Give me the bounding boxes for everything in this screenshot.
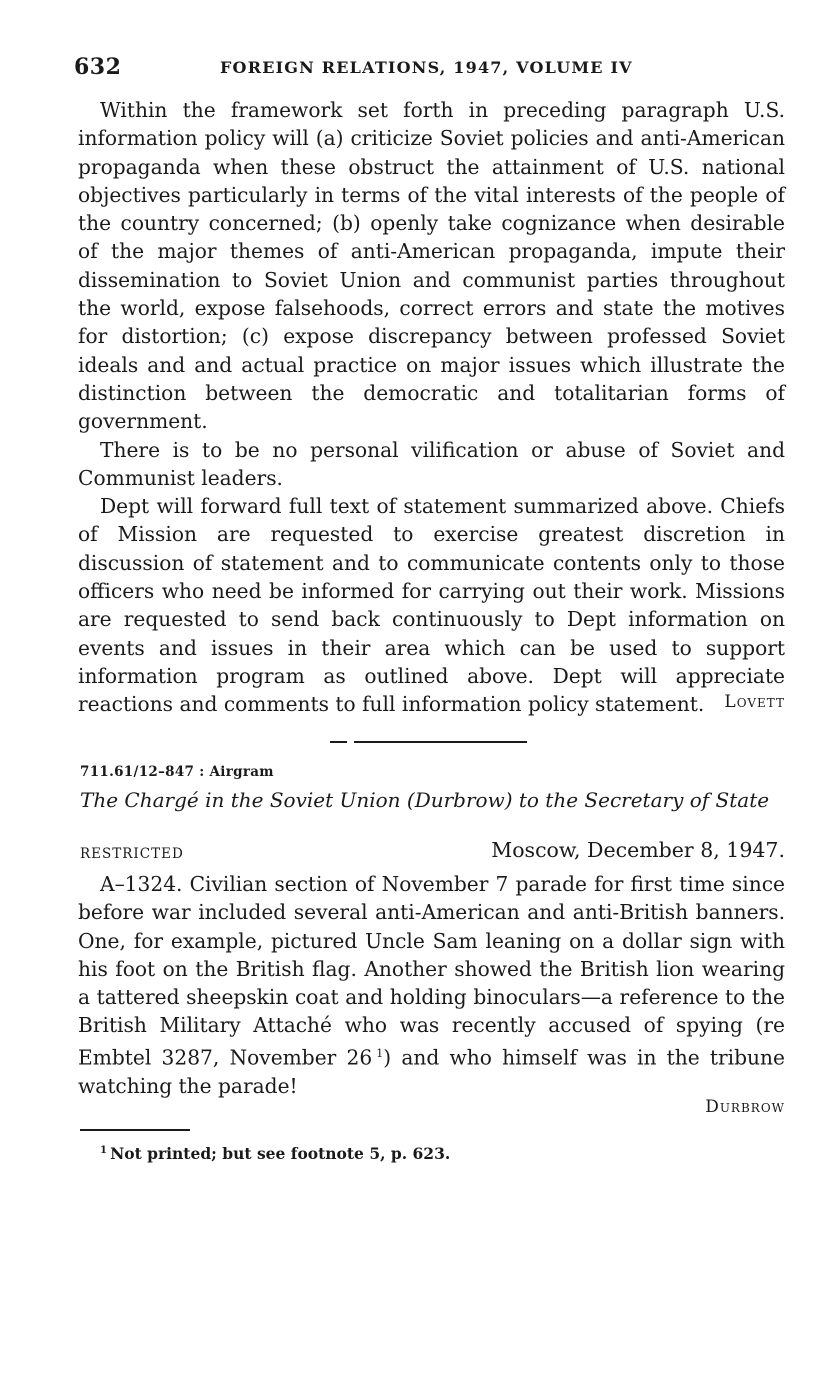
paragraph [78,870,785,1100]
signature-lovett: Lovett [724,692,785,712]
dateline: Moscow, December 8, 1947. [491,838,785,862]
telegram-body [78,96,785,719]
page-header [74,54,786,84]
section-divider-short [330,741,347,743]
airgram-body [78,870,785,1100]
footnote-marker: 1 [100,1144,107,1156]
paragraph: Within the framework set forth in preceding paragraph U.S. information policy will (a) criticize Soviet policies and anti-American propaganda when these obstruct the attainment of U.S. national objectives particularly in terms of the vital interests of the people of the country concerned; (b) openly take cognizance when desirable of the major themes of anti-American propaganda, impute their dissemination to Soviet Union and communist parties throughout the world, expose falsehoods, correct errors and state the motives for distortion; (c) expose discrepancy between professed Soviet ideals and and actual practice on major issues which illustrate the distinction between the democratic and totalitarian forms of government. [78,98,785,434]
footnote-rule [80,1129,190,1131]
paragraph-text-after-ref: ) and who himself was in the tribune watching the parade! [78,1045,786,1098]
file-number: 711.61/12–847 : Airgram [80,764,274,780]
document-title: The Chargé in the Soviet Union (Durbrow) to the Secretary of State [80,788,770,812]
footnote-text: Not printed; but see footnote 5, p. 623. [110,1144,451,1163]
running-head: FOREIGN RELATIONS, 1947, VOLUME IV [220,58,633,77]
footnote-reference: 1 [376,1046,384,1060]
footnote [100,1144,450,1163]
classification-label: RESTRICTED [80,846,184,862]
section-divider-long [354,741,527,743]
page-number: 632 [74,54,122,80]
signature-durbrow: Durbrow [705,1097,785,1117]
paragraph: Dept will forward full text of statement summarized above. Chiefs of Mission are requested to exercise greatest discretion in discussion of statement and to communicate contents only to those officers who need be informed for carrying out their work. Missions are requested to send back continuously to Dept information on events and issues in their area which can be used to support information program as outlined above. Dept will appreciate reactions and comments to full information policy statement. [78,494,785,717]
paragraph-text-before-ref: A–1324. Civilian section of November 7 parade for first time since before war included several anti-American and anti-British banners. One, for example, pictured Uncle Sam leaning on a dollar sign with his foot on the British flag. Another showed the British lion wearing a tattered sheepskin coat and holding binoculars—a reference to the British Military Attaché who was recently accused of spying (re Embtel 3287, November 26 [78,872,785,1070]
paragraph: There is to be no personal vilification or abuse of Soviet and Communist leaders. [78,437,785,490]
